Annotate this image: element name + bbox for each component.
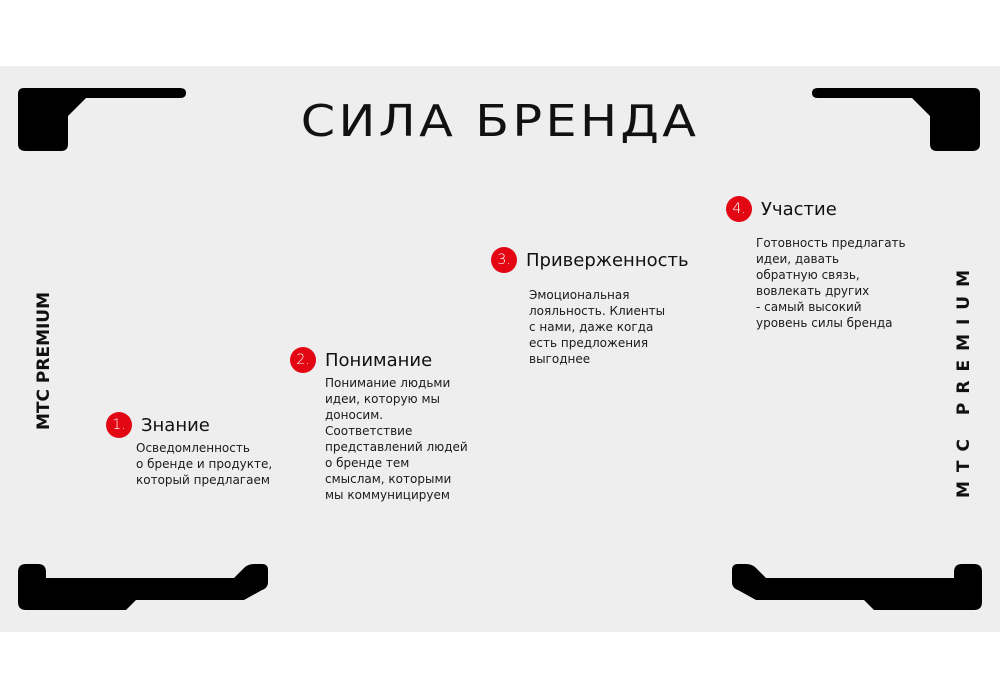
step-commitment: [491, 247, 689, 367]
frame-bottom-right: [732, 564, 982, 614]
step-number-badge: 3.: [491, 247, 517, 273]
step-title: Участие: [761, 198, 837, 220]
slide: [0, 66, 1000, 632]
step-number-badge: 1.: [106, 412, 132, 438]
side-label-left: MTC PREMIUM: [34, 291, 54, 430]
frame-bottom-left: [18, 564, 268, 614]
step-awareness: [106, 412, 272, 488]
slide-title: СИЛА БРЕНДА: [300, 96, 700, 147]
step-title: Знание: [141, 414, 210, 436]
step-description: Осведомленность о бренде и продукте, который предлагаем: [136, 441, 273, 487]
side-label-right: MTC PREMIUM: [954, 260, 974, 498]
step-understanding: [290, 347, 468, 503]
step-description: Готовность предлагать идеи, давать обратную связь, вовлекать других - самый высокий уровень силы бренда: [756, 236, 906, 330]
step-title: Понимание: [325, 349, 433, 371]
step-description: Понимание людьми идеи, которую мы доносим. Соответствие представлений людей о бренде тем смыслам, которыми мы коммуницируем: [325, 376, 468, 502]
step-description: Эмоциональная лояльность. Клиенты с нами, даже когда есть предложения выгоднее: [529, 288, 666, 366]
step-number-badge: 4.: [726, 196, 752, 222]
step-title: Приверженность: [526, 249, 689, 271]
step-participation: [726, 196, 906, 331]
step-number-badge: 2.: [290, 347, 316, 373]
